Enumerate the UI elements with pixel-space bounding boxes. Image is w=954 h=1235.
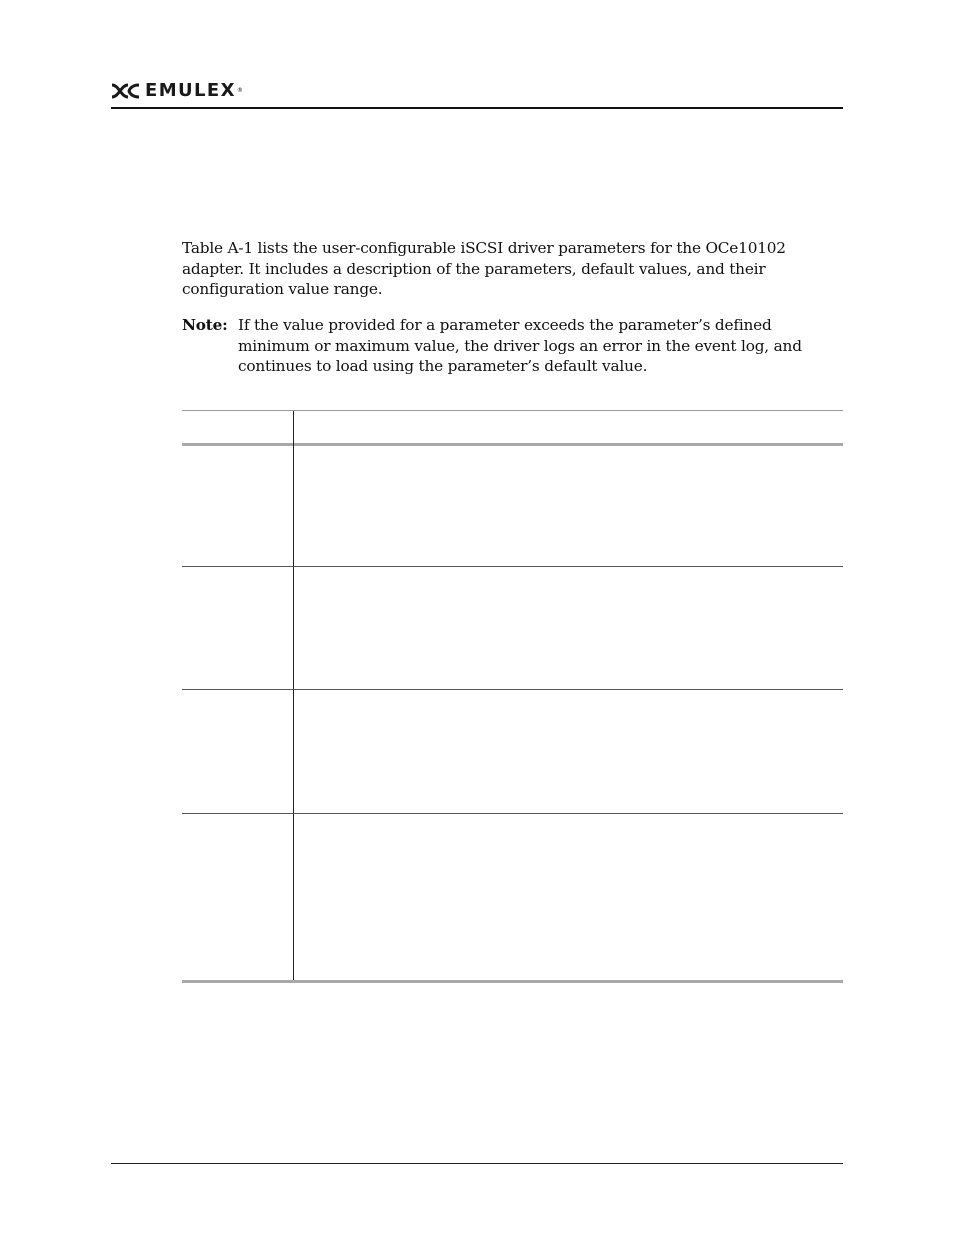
table-column-divider [293, 411, 294, 980]
note-text: If the value provided for a parameter exceeds the parameter’s defined minimum or maximum value, the driver logs an error in the event log, and continues to load using the parameter’s default value. [238, 316, 802, 375]
table-row-rule [182, 813, 843, 814]
emulex-logo-icon [111, 82, 141, 100]
emulex-logo [111, 80, 243, 102]
table-header-row [182, 411, 843, 443]
note-label: Note: [182, 316, 228, 334]
logo-wordmark: EMULEX [145, 80, 236, 101]
footer-rule [111, 1163, 843, 1164]
table-row-rule [182, 689, 843, 690]
parameters-table [182, 410, 843, 983]
header-rule [111, 107, 843, 109]
table-row-rule [182, 566, 843, 567]
intro-paragraph: Table A-1 lists the user-configurable iSCSI driver parameters for the OCe10102 adapter. It includes a description of the parameters, default values, and their configuration value range. [182, 239, 786, 298]
note-block [182, 315, 847, 377]
table-header-rule [182, 443, 843, 446]
table-bottom-rule [182, 980, 843, 983]
trademark-mark: ® [236, 87, 243, 94]
